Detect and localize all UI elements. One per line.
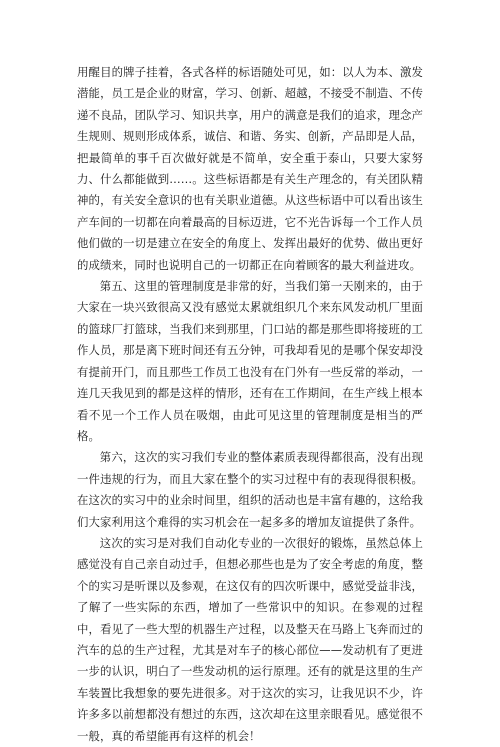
paragraph-slogans: 用醒目的牌子挂着，各式各样的标语随处可见，如：以人为本、激发潜能，员工是企业的财富，学习、创新、超越，不接受不制造、不传递不良品，团队学习、知识共享，用户的满意是我们的追求，理念产生规则、规则形成体系，诚信、和谐、务实、创新，产品即是人品，把最简单的事千百次做好就是不简单，安全重于泰山，只要大家努力、什么都能做到……。这些标语都是有关生产理念的，有关团队精神的，有关安全意识的也有关职业道德。从这些标语中可以看出该生产车间的一切都在向着最高的目标迈进，它不光告诉每一个工作人员他们做的一切是建立在安全的角度上、发挥出最好的优势、做出更好的成绩来，同时也说明自己的一切都正在向着顾客的最大利益进攻。 (77, 65, 423, 272)
paragraph-management: 第五、这里的管理制度是非常的好，当我们第一天刚来的，由于大家在一块兴致很高又没有感觉太累就组织几个来东风发动机厂里面的篮球厂打篮球，当我们来到那里，门口站的都是那些即将接班的工作人员，那是离下班时间还有五分钟，可我却看见的是哪个保安却没有提前开门，而且那些工作员工也没有在门外有一些反常的举动，一连几天我见到的都是这样的情形，还有在工作期间，在生产线上根本看不见一个工作人员在吸烟，由此可见这里的管理制度是相当的严格。 (77, 279, 423, 443)
paragraph-summary: 这次的实习是对我们自动化专业的一次很好的锻炼，虽然总体上感觉没有自己亲自动过手，但想必那些也是为了安全考虑的角度，整个的实习是听课以及参观，在这仅有的四次听课中，感觉受益非浅，了解了一些实际的东西，增加了一些常识中的知识。在参观的过程中，看见了一些大型的机器生产过程，以及整天在马路上飞奔而过的汽车的总的生产过程，尤其是对车子的核心部位——发动机有了更进一步的认识，明白了一些发动机的运行原理。还有的就是这里的生产车装置比我想象的要先进很多。对于这次的实习，让我见识不少，许许多多以前想都没有想过的东西，这次却在这里亲眼看见。感觉很不一般，真的希望能再有这样的机会！ (77, 535, 423, 743)
document-body (77, 62, 423, 747)
paragraph-team-performance: 第六，这次的实习我们专业的整体素质表现得都很高，没有出现一件违规的行为，而且大家在整个的实习过程中有的表现得很积极。在这次的实习中的业余时间里，组织的活动也是丰富有趣的，这给我们大家利用这个难得的实习机会在一起多多的增加友谊提供了条件。 (77, 450, 423, 529)
